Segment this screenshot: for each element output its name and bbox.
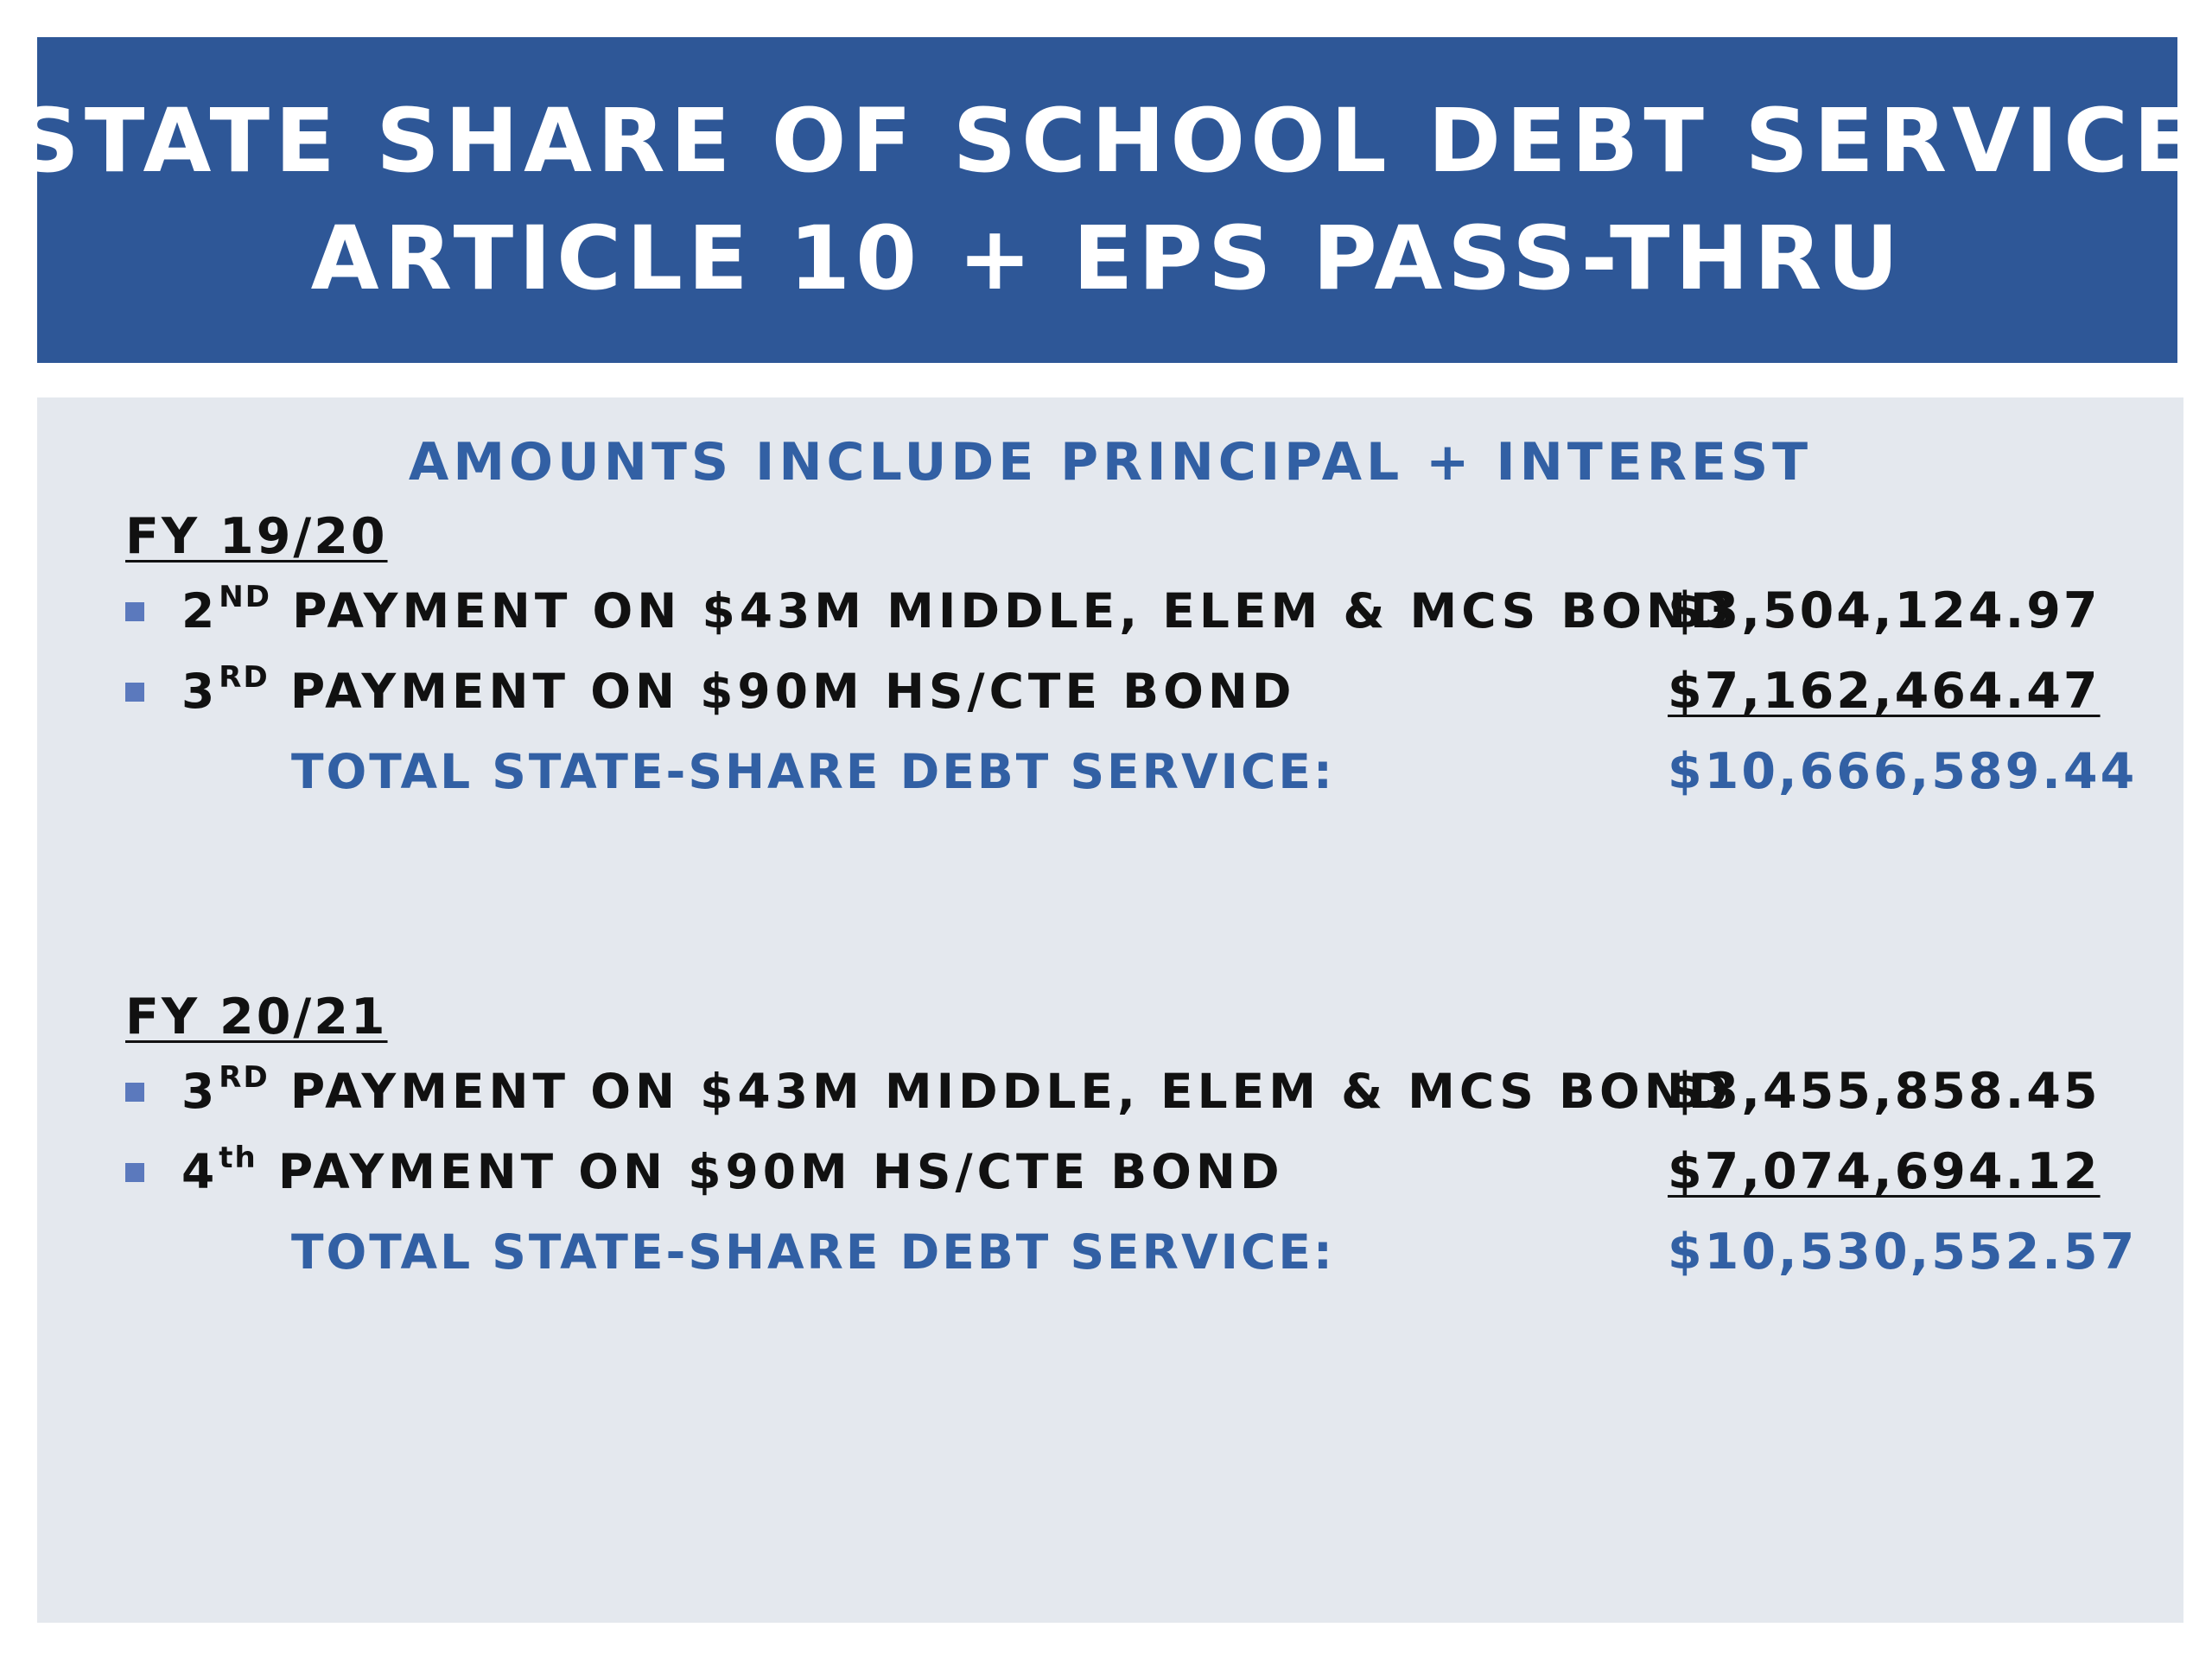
- payment-amount: $7,074,694.12: [1668, 1143, 2101, 1200]
- ordinal-number: 3: [181, 664, 219, 719]
- payment-label: [181, 1137, 1284, 1206]
- ordinal-suffix: RD: [219, 660, 270, 695]
- content-panel: [37, 397, 2183, 1623]
- square-bullet-icon: [125, 602, 144, 621]
- payment-description: PAYMENT ON $43M MIDDLE, ELEM & MCS BOND: [270, 583, 1734, 639]
- ordinal-suffix: ND: [219, 580, 271, 614]
- fy1920-total-row: [125, 737, 2182, 806]
- square-bullet-icon: [125, 1163, 144, 1182]
- fy2021-row-1: [125, 1057, 2182, 1126]
- ordinal-number: 3: [181, 1064, 219, 1119]
- payment-label: [181, 576, 1734, 645]
- ordinal-suffix: th: [219, 1141, 257, 1175]
- payment-label: [181, 1057, 1732, 1126]
- fy1920-heading: FY 19/20: [125, 508, 388, 565]
- total-label: TOTAL STATE-SHARE DEBT SERVICE:: [291, 744, 1335, 799]
- fy1920-row-1: [125, 576, 2182, 645]
- ordinal-number: 4: [181, 1144, 219, 1199]
- payment-description: PAYMENT ON $90M HS/CTE BOND: [257, 1144, 1284, 1199]
- payment-description: PAYMENT ON $43M MIDDLE, ELEM & MCS BOND: [269, 1064, 1732, 1119]
- subtitle: AMOUNTS INCLUDE PRINCIPAL + INTEREST: [408, 432, 1813, 493]
- total-amount: $10,530,552.57: [1668, 1224, 2138, 1281]
- ordinal-number: 2: [181, 583, 219, 639]
- fy1920-row-2: [125, 657, 2182, 726]
- title-bar: [16, 37, 2199, 363]
- title-line-2: ARTICLE 10 + EPS PASS-THRU: [310, 207, 1904, 310]
- fy2021-total-row: [125, 1217, 2182, 1287]
- total-label: TOTAL STATE-SHARE DEBT SERVICE:: [291, 1224, 1335, 1280]
- fy2021-heading: FY 20/21: [125, 988, 388, 1046]
- payment-label: [181, 657, 1296, 726]
- total-amount: $10,666,589.44: [1668, 743, 2138, 800]
- payment-amount: $3,504,124.97: [1668, 582, 2101, 639]
- title-line-1: STATE SHARE OF SCHOOL DEBT SERVICE: [16, 89, 2199, 193]
- payment-amount: $7,162,464.47: [1668, 663, 2101, 720]
- ordinal-suffix: RD: [219, 1060, 270, 1095]
- payment-description: PAYMENT ON $90M HS/CTE BOND: [269, 664, 1296, 719]
- square-bullet-icon: [125, 683, 144, 702]
- fy2021-row-2: [125, 1137, 2182, 1206]
- square-bullet-icon: [125, 1083, 144, 1102]
- payment-amount: $3,455,858.45: [1668, 1063, 2101, 1120]
